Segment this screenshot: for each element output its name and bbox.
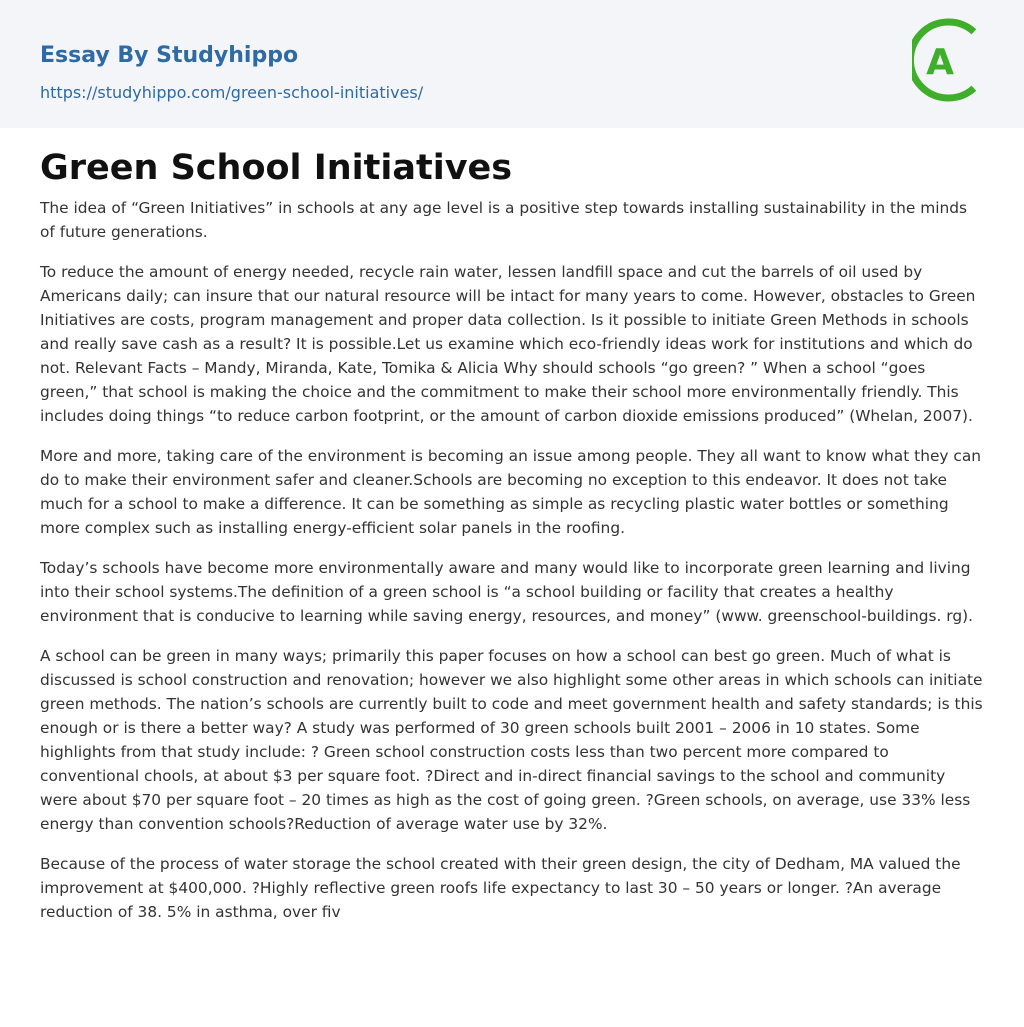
article-paragraph: More and more, taking care of the environment is becoming an issue among people. They all want to know what they can do to make their environment safer and cleaner.Schools are becoming no exception to this endeavor. It does not take much for a school to make a difference. It can be something as simple as recycling plastic water bottles or something more complex such as installing energy-efficient solar panels in the roofing. [40, 447, 982, 537]
article-paragraph: Today’s schools have become more environmentally aware and many would like to incorporate green learning and living into their school systems.The definition of a green school is “a school building or facility that creates a healthy environment that is conducive to learning while saving energy, resources, and money” (www. greenschool-buildings. rg). [40, 559, 974, 625]
source-url-link[interactable]: https://studyhippo.com/green-school-initiatives/ [40, 83, 424, 102]
brand-title: Essay By Studyhippo [40, 43, 299, 68]
article-paragraph: To reduce the amount of energy needed, recycle rain water, lessen landfill space and cut the barrels of oil used by Americans daily; can insure that our natural resource will be intact for many years to come. However, obstacles to Green Initiatives are costs, program management and proper data collection. Is it possible to initiate Green Methods in schools and really save cash as a result? It is possible.Let us examine which eco-friendly ideas work for institutions and which do not. Relevant Facts – Mandy, Miranda, Kate, Tomika & Alicia Why should schools “go green? ” When a school “goes green,” that school is making the choice and the commitment to make their school more environmentally friendly. This includes doing things “to reduce carbon footprint, or the amount of carbon dioxide emissions produced” (Whelan, 2007). [40, 263, 976, 425]
logo-letter: A [926, 42, 954, 83]
article-paragraph: Because of the process of water storage the school created with their green design, the city of Dedham, MA valued the improvement at $400,000. ?Highly reflective green roofs life expectancy to last 30 – 50 years or longer. ?An average reduction of 38. 5% in asthma, over fiv [40, 855, 961, 921]
article [0, 128, 1024, 924]
article-paragraph: A school can be green in many ways; primarily this paper focuses on how a school can best go green. Much of what is discussed is school construction and renovation; however we also highlight some other areas in which schools can initiate green methods. The nation’s schools are currently built to code and meet government health and safety standards; is this enough or is there a better way? A study was performed of 30 green schools built 2001 – 2006 in 10 states. Some highlights from that study include: ? Green school construction costs less than two percent more compared to conventional chools, at about $3 per square foot. ?Direct and in-direct financial savings to the school and community were about $70 per square foot – 20 times as high as the cost of going green. ?Green schools, on average, use 33% less energy than convention schools?Reduction of average water use by 32%. [40, 647, 983, 833]
article-title: Green School Initiatives [40, 148, 513, 188]
studyhippo-logo-icon [912, 18, 988, 104]
article-paragraph: The idea of “Green Initiatives” in schools at any age level is a positive step towards installing sustainability in the minds of future generations. [40, 199, 968, 241]
site-header [0, 0, 1024, 128]
